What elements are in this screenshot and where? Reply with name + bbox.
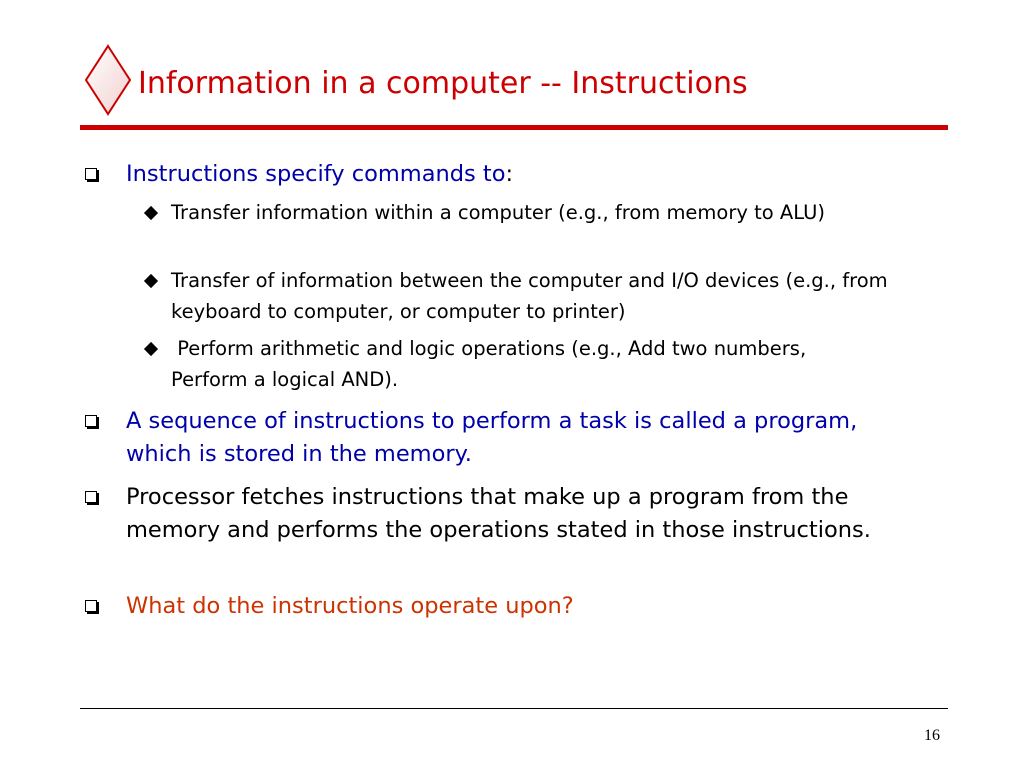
checkbox-bullet-icon [85, 491, 97, 503]
bullet-text: Instructions specify commands to [126, 161, 506, 187]
bullet-text: What do the instructions operate upon? [126, 593, 574, 619]
subbullet-text: Perform arithmetic and logic operations (e.g., Add two numbers, Perform a logical AND). [171, 337, 813, 391]
diamond-icon [84, 44, 132, 116]
checkbox-bullet-icon [85, 168, 97, 180]
footer-divider [80, 708, 948, 709]
page-number: 16 [924, 727, 940, 744]
bullet-suffix: : [505, 161, 514, 187]
bullet-text: Processor fetches instructions that make up a program from the memory and performs the operations stated in those instructions. [126, 484, 871, 543]
diamond-bullet-icon [144, 274, 158, 288]
checkbox-bullet-icon [85, 600, 97, 612]
title-underline [80, 125, 948, 130]
checkbox-bullet-icon [85, 415, 97, 427]
bullet-text: A sequence of instructions to perform a task is called a program, which is stored in the memory. [126, 408, 858, 467]
subbullet-text: Transfer information within a computer (e.g., from memory to ALU) [171, 201, 826, 224]
subbullet-text: Transfer of information between the computer and I/O devices (e.g., from keyboard to computer, or computer to printer) [171, 269, 888, 323]
diamond-bullet-icon [144, 342, 158, 356]
slide-title: Information in a computer -- Instructions [138, 66, 748, 101]
diamond-bullet-icon [144, 206, 158, 220]
